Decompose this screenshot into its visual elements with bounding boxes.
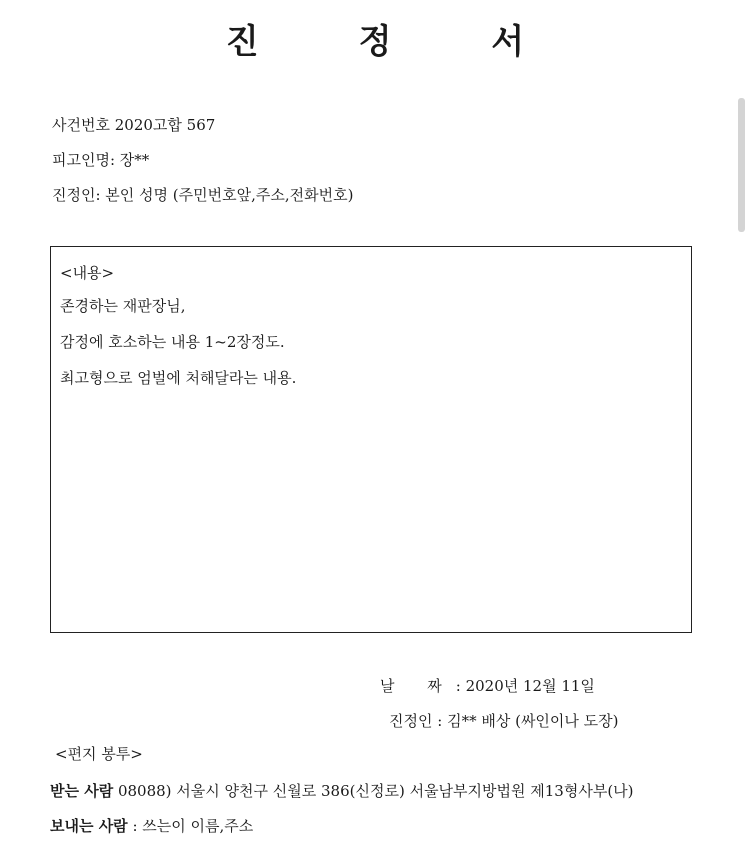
case-number: 사건번호 2020고합 567	[52, 116, 216, 134]
content-heading: <내용>	[60, 264, 115, 282]
recipient-address: 08088) 서울시 양천구 신월로 386(신정로) 서울남부지방법원 제13형사부(나)	[113, 782, 634, 800]
content-box	[50, 246, 692, 633]
petitioner-info: 진정인: 본인 성명 (주민번호앞,주소,전화번호)	[52, 186, 354, 204]
recipient-label: 받는 사람	[50, 782, 114, 800]
petitioner-value: : 김** 배상 (싸인이나 도장)	[437, 712, 619, 730]
date-value: : 2020년 12월 11일	[455, 677, 595, 695]
document-title: 진 정 서	[225, 22, 569, 62]
envelope-heading: <편지 봉투>	[55, 745, 143, 763]
sender-info: : 쓰는이 이름,주소	[127, 817, 254, 835]
date-row	[380, 675, 595, 696]
recipient-row	[50, 780, 634, 801]
defendant-name: 피고인명: 장**	[52, 151, 150, 169]
content-line: 존경하는 재판장님,	[60, 297, 186, 315]
sender-label: 보내는 사람	[50, 817, 128, 835]
petitioner-label: 진정인	[389, 712, 433, 730]
sender-row	[50, 815, 253, 836]
content-line: 최고형으로 엄벌에 처해달라는 내용.	[60, 369, 297, 387]
content-line: 감정에 호소하는 내용 1~2장정도.	[60, 333, 285, 351]
scrollbar[interactable]	[738, 98, 745, 232]
petitioner-signature-row	[389, 710, 619, 731]
date-label: 날 짜	[380, 677, 456, 695]
